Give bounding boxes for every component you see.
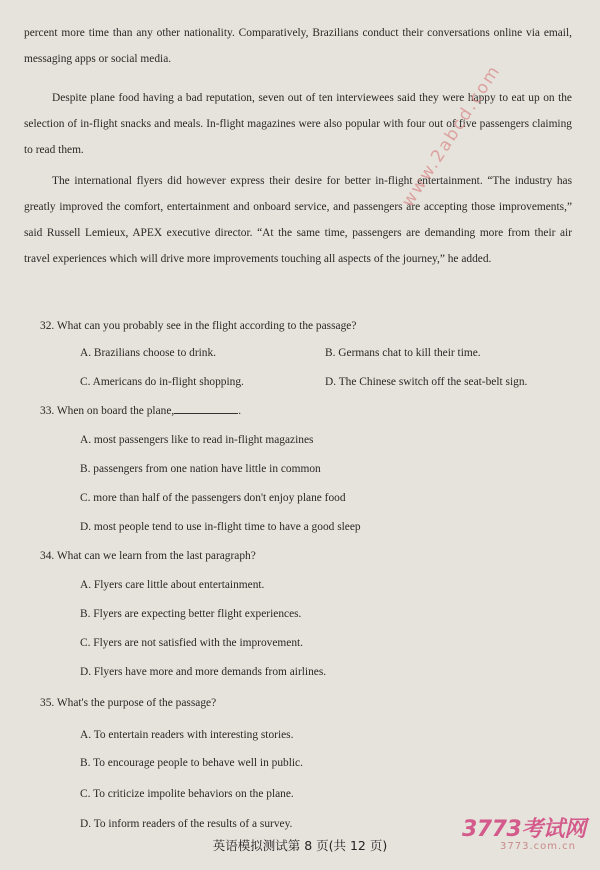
site-logo	[462, 812, 592, 862]
passage-paragraph-1: percent more time than any other nationality. Comparatively, Brazilians conduct their conversations online via email, messaging apps or social media.	[24, 27, 572, 65]
question-33-stem-end: .	[238, 405, 242, 417]
question-32-option-b: B. Germans chat to kill their time.	[325, 347, 481, 359]
question-35-option-d: D. To inform readers of the results of a survey.	[80, 818, 293, 830]
question-32-stem: 32. What can you probably see in the flight according to the passage?	[40, 320, 357, 332]
passage-paragraph-2: Despite plane food having a bad reputation, seven out of ten interviewees said they were happy to eat up on the selection of in-flight snacks and meals. In-flight magazines were also popular with four out of five passengers claiming to read them.	[24, 92, 572, 156]
question-33-stem	[40, 403, 570, 419]
question-34-option-c: C. Flyers are not satisfied with the improvement.	[80, 637, 304, 649]
question-35-stem: 35. What's the purpose of the passage?	[40, 697, 217, 709]
question-33-option-a: A. most passengers like to read in-flight magazines	[80, 434, 314, 446]
answer-blank	[174, 403, 238, 414]
question-34-stem: 34. What can we learn from the last paragraph?	[40, 550, 256, 562]
question-33-option-b: B. passengers from one nation have little in common	[80, 463, 321, 475]
question-33-option-c: C. more than half of the passengers don't enjoy plane food	[80, 492, 346, 504]
question-34-option-a: A. Flyers care little about entertainment.	[80, 579, 265, 591]
logo-text: 3773考试网	[462, 817, 586, 842]
logo-url: 3773.com.cn	[500, 841, 576, 852]
question-32-option-a: A. Brazilians choose to drink.	[80, 347, 217, 359]
passage-paragraph-3: The international flyers did however express their desire for better in-flight entertainment. “The industry has greatly improved the comfort, entertainment and onboard service, and passengers are accepting those improvements,” said Russell Lemieux, APEX executive director. “At the same time, passengers are demanding more from their air travel experiences which will drive more improvements touching all aspects of the journey,” he added.	[24, 175, 572, 265]
question-33-option-d: D. most people tend to use in-flight time to have a good sleep	[80, 521, 361, 533]
question-32-option-c: C. Americans do in-flight shopping.	[80, 376, 244, 388]
question-35-option-a: A. To entertain readers with interesting stories.	[80, 729, 294, 741]
page-footer: 英语模拟测试第 8 页(共 12 页)	[212, 838, 388, 853]
question-32-option-d: D. The Chinese switch off the seat-belt sign.	[325, 376, 528, 388]
question-34-option-d: D. Flyers have more and more demands from airlines.	[80, 666, 327, 678]
question-34-option-b: B. Flyers are expecting better flight experiences.	[80, 608, 302, 620]
question-33-stem-text: 33. When on board the plane,	[40, 405, 175, 417]
question-35-option-b: B. To encourage people to behave well in public.	[80, 757, 303, 769]
site-watermark: www.2abcd.com	[398, 61, 505, 211]
question-35-option-c: C. To criticize impolite behaviors on the plane.	[80, 788, 294, 800]
